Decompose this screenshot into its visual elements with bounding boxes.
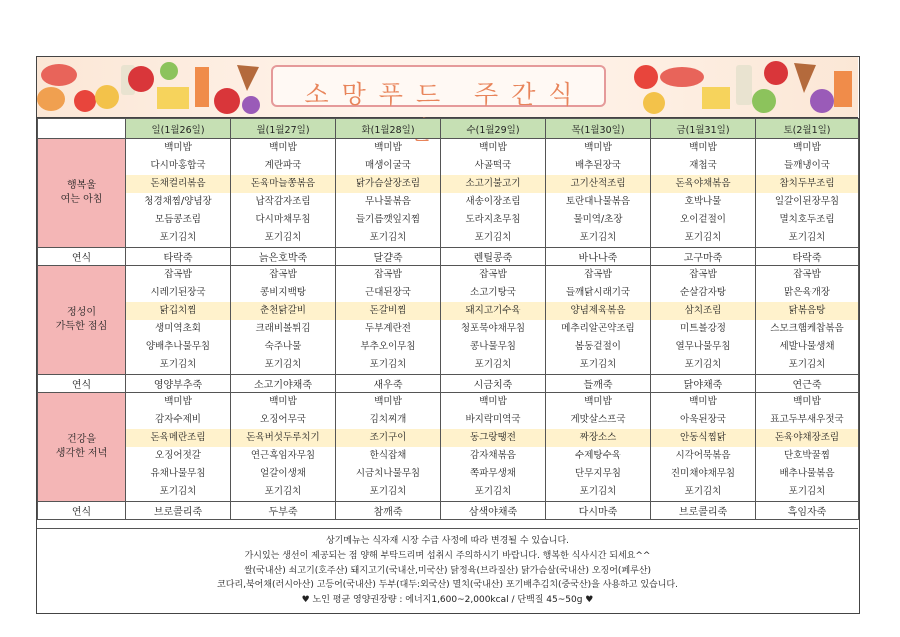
menu-cell	[546, 393, 651, 502]
meal-label-line: 정성이	[67, 307, 96, 318]
dish-item: 백미밥	[584, 396, 612, 407]
snack-cell: 렌틸콩죽	[441, 248, 546, 266]
snack-cell: 타락죽	[126, 248, 231, 266]
dish-item: 포기김치	[684, 486, 722, 497]
dish-item: 동그랑땡전	[441, 429, 545, 447]
lunch-row	[38, 266, 859, 375]
day-header: 화(1월28일)	[336, 119, 441, 139]
dish-item: 콩비지백탕	[260, 287, 306, 298]
snack-label: 연식	[38, 248, 126, 266]
note-line: 가시있는 생선이 제공되는 점 양해 부탁드리며 섭취시 주의하시기 바랍니다. 행복한 식사시간 되세요^^	[244, 550, 651, 561]
dinner-label	[38, 393, 126, 502]
notes-section	[37, 528, 858, 613]
snack-cell: 닭야채죽	[651, 375, 756, 393]
snack-row	[38, 375, 859, 393]
dish-item: 유채나물무침	[150, 468, 206, 479]
dish-item: 무나물볶음	[365, 196, 411, 207]
dish-item: 포기김치	[788, 359, 826, 370]
snack-cell: 참깨죽	[336, 502, 441, 520]
dish-item: 봄동겉절이	[575, 341, 621, 352]
dish-item: 들깨냉이국	[784, 160, 830, 171]
dish-item: 납작감자조림	[255, 196, 311, 207]
dish-item: 시각어묵볶음	[675, 450, 731, 461]
dish-item: 아욱된장국	[680, 414, 726, 425]
dish-item: 물미역/초장	[573, 214, 623, 225]
dish-item: 근대된장국	[365, 287, 411, 298]
dish-item: 백미밥	[479, 142, 507, 153]
snack-cell: 연근죽	[756, 375, 859, 393]
meal-label-line: 건강을	[67, 434, 96, 445]
dish-item: 열무나물무침	[675, 341, 731, 352]
dish-item: 포기김치	[264, 232, 302, 243]
dish-item: 포기김치	[369, 232, 407, 243]
meal-label-line: 생각한 저녁	[55, 448, 108, 459]
dish-item: 양념제육볶음	[546, 302, 650, 320]
dish-item: 다시마홍합국	[150, 160, 206, 171]
dish-item: 백미밥	[164, 142, 192, 153]
dish-item: 멸치호두조림	[779, 214, 835, 225]
snack-cell: 소고기야채죽	[231, 375, 336, 393]
dish-item: 백미밥	[793, 142, 821, 153]
corner-cell	[38, 119, 126, 139]
menu-cell	[756, 266, 859, 375]
menu-cell	[756, 393, 859, 502]
meal-label-line: 행복울	[67, 180, 96, 191]
dish-item: 단호박꿀찜	[784, 450, 830, 461]
dish-item: 재첩국	[689, 160, 717, 171]
dish-item: 백미밥	[689, 396, 717, 407]
dish-item: 연근흑임자무침	[250, 450, 316, 461]
dish-item: 배추나물볶음	[779, 468, 835, 479]
dish-item: 얼갈이생채	[260, 468, 306, 479]
dish-item: 다시마채무침	[255, 214, 311, 225]
snack-cell: 들깨죽	[546, 375, 651, 393]
snack-cell: 새우죽	[336, 375, 441, 393]
food-illustration-left	[37, 57, 269, 117]
snack-cell: 두부죽	[231, 502, 336, 520]
dish-item: 백미밥	[269, 396, 297, 407]
dish-item: 배추된장국	[575, 160, 621, 171]
dish-item: 크래비볼튀김	[255, 323, 311, 334]
dish-item: 단무지무침	[575, 468, 621, 479]
dish-item: 감자채볶음	[470, 450, 516, 461]
day-header: 월(1월27일)	[231, 119, 336, 139]
dish-item: 두부계란전	[365, 323, 411, 334]
dish-item: 닭깁치찜	[126, 302, 230, 320]
snack-cell: 고구마죽	[651, 248, 756, 266]
dish-item: 시금치나물무침	[355, 468, 421, 479]
menu-cell	[231, 393, 336, 502]
dinner-row	[38, 393, 859, 502]
dish-item: 고기산적조림	[546, 175, 650, 193]
day-header: 목(1월30일)	[546, 119, 651, 139]
snack-cell: 브로콜리죽	[651, 502, 756, 520]
dish-item: 돈육메란조림	[126, 429, 230, 447]
note-line: 코다리,북어채(러시아산) 고등어(국내산) 두부(대두:외국산) 멸치(국내산) 포기배추김치(중국산)을 사용하고 있습니다.	[217, 580, 678, 591]
lunch-label	[38, 266, 126, 375]
dish-item: 감자수제비	[155, 414, 201, 425]
snack-cell: 흑임자죽	[756, 502, 859, 520]
dish-item: 포기김치	[159, 359, 197, 370]
dish-item: 포기김치	[684, 232, 722, 243]
menu-sheet	[36, 56, 860, 614]
menu-cell	[126, 266, 231, 375]
dish-item: 삼치조림	[651, 302, 755, 320]
dish-item: 돈육야채장조림	[756, 429, 858, 447]
dish-item: 잡곡밥	[793, 269, 821, 280]
snack-cell: 브로콜리죽	[126, 502, 231, 520]
dish-item: 양배추나물무침	[145, 341, 211, 352]
dish-item: 토란대나물볶음	[565, 196, 631, 207]
dish-item: 청포묵야채무침	[460, 323, 526, 334]
dish-item: 백미밥	[164, 396, 192, 407]
title-banner	[37, 57, 858, 118]
menu-cell	[441, 139, 546, 248]
dish-item: 돈갈비찜	[336, 302, 440, 320]
snack-row	[38, 502, 859, 520]
dish-item: 돈육야채볶음	[651, 175, 755, 193]
dish-item: 백미밥	[269, 142, 297, 153]
dish-item: 닭가슴살장조림	[336, 175, 440, 193]
dish-item: 새송이장조림	[465, 196, 521, 207]
menu-cell	[336, 393, 441, 502]
dish-item: 콩나물무침	[470, 341, 516, 352]
dish-item: 소고기탕국	[470, 287, 516, 298]
dish-item: 바지락미역국	[465, 414, 521, 425]
dish-item: 포기김치	[369, 486, 407, 497]
menu-cell	[546, 139, 651, 248]
dish-item: 춘천닭갈비	[231, 302, 335, 320]
dish-item: 부추오이무침	[360, 341, 416, 352]
snack-row	[38, 248, 859, 266]
day-header: 일(1월26일)	[126, 119, 231, 139]
dish-item: 소고기불고기	[441, 175, 545, 193]
dish-item: 포기김치	[788, 232, 826, 243]
snack-cell: 늙은호박죽	[231, 248, 336, 266]
dish-item: 청경채찜/양념장	[144, 196, 212, 207]
menu-cell	[756, 139, 859, 248]
dish-item: 게맛살스프국	[570, 414, 626, 425]
dish-item: 조기구이	[336, 429, 440, 447]
dish-item: 매생이굴국	[365, 160, 411, 171]
dish-item: 오징어무국	[260, 414, 306, 425]
dish-item: 포기김치	[369, 359, 407, 370]
dish-item: 진미채야채무침	[670, 468, 736, 479]
dish-item: 숙주나물	[264, 341, 302, 352]
dish-item: 미트볼강정	[680, 323, 726, 334]
snack-cell: 타락죽	[756, 248, 859, 266]
dish-item: 포기김치	[788, 486, 826, 497]
dish-item: 한식잡채	[369, 450, 407, 461]
snack-cell: 삼색야채죽	[441, 502, 546, 520]
dish-item: 백미밥	[374, 142, 402, 153]
dish-item: 백미밥	[689, 142, 717, 153]
day-header: 금(1월31일)	[651, 119, 756, 139]
day-header-row	[38, 119, 859, 139]
dish-item: 닭볶음탕	[756, 302, 858, 320]
dish-item: 잡곡밥	[479, 269, 507, 280]
snack-cell: 다시마죽	[546, 502, 651, 520]
snack-cell: 시금치죽	[441, 375, 546, 393]
dish-item: 포기김치	[684, 359, 722, 370]
dish-item: 포기김치	[474, 359, 512, 370]
dish-item: 백미밥	[479, 396, 507, 407]
dish-item: 세발나물생채	[779, 341, 835, 352]
food-illustration-right	[626, 57, 858, 117]
dish-item: 돈채컬리볶음	[126, 175, 230, 193]
snack-cell: 영양부추죽	[126, 375, 231, 393]
menu-cell	[231, 139, 336, 248]
meal-label-line: 가득한 점심	[55, 321, 108, 332]
dish-item: 생미역초회	[155, 323, 201, 334]
dish-item: 포기김치	[159, 232, 197, 243]
breakfast-label	[38, 139, 126, 248]
page-title: 소망푸드 주간식	[304, 80, 586, 109]
title-box	[271, 65, 606, 107]
dish-item: 모듬콩조림	[155, 214, 201, 225]
breakfast-row	[38, 139, 859, 248]
dish-item: 김치찌개	[369, 414, 407, 425]
dish-item: 잡곡밥	[689, 269, 717, 280]
dish-item: 포기김치	[159, 486, 197, 497]
day-header: 토(2월1일)	[756, 119, 859, 139]
dish-item: 호박나물	[684, 196, 722, 207]
dish-item: 백미밥	[793, 396, 821, 407]
menu-cell	[651, 393, 756, 502]
dish-item: 도라지초무침	[465, 214, 521, 225]
nutrition-note: ♥ 노인 평균 영양권장량 : 에너지1,600~2,000kcal / 단백질 45~50g ♥	[301, 595, 594, 606]
dish-item: 잡곡밥	[164, 269, 192, 280]
dish-item: 안동식찜닭	[651, 429, 755, 447]
dish-item: 돈육마늘쫑볶음	[231, 175, 335, 193]
dish-item: 참치두부조림	[756, 175, 858, 193]
menu-cell	[651, 139, 756, 248]
dish-item: 포기김치	[264, 486, 302, 497]
dish-item: 포기김치	[474, 232, 512, 243]
snack-label: 연식	[38, 375, 126, 393]
note-line: 상기메뉴는 식자재 시장 수급 사정에 따라 변경될 수 있습니다.	[325, 536, 570, 546]
dish-item: 오징어젓갈	[155, 450, 201, 461]
dish-item: 스모크햄케찹볶음	[770, 323, 844, 334]
snack-cell: 달걀죽	[336, 248, 441, 266]
snack-cell: 바나나죽	[546, 248, 651, 266]
dish-item: 들기름깻잎지찜	[355, 214, 421, 225]
dish-item: 돈육버섯두루치기	[231, 429, 335, 447]
dish-item: 맑은육개장	[784, 287, 830, 298]
dish-item: 오이겉절이	[680, 214, 726, 225]
dish-item: 포기김치	[579, 359, 617, 370]
dish-item: 사골떡국	[474, 160, 512, 171]
dish-item: 잡곡밥	[374, 269, 402, 280]
dish-item: 돼지고기수육	[441, 302, 545, 320]
menu-cell	[546, 266, 651, 375]
dish-item: 포기김치	[579, 232, 617, 243]
snack-label: 연식	[38, 502, 126, 520]
dish-item: 포기김치	[579, 486, 617, 497]
day-header: 수(1월29일)	[441, 119, 546, 139]
menu-cell	[336, 139, 441, 248]
menu-cell	[441, 266, 546, 375]
dish-item: 계란파국	[264, 160, 302, 171]
menu-cell	[336, 266, 441, 375]
dish-item: 들깨닭시래기국	[565, 287, 631, 298]
dish-item: 표고두부새우젓국	[770, 414, 844, 425]
dish-item: 백미밥	[584, 142, 612, 153]
menu-cell	[126, 139, 231, 248]
dish-item: 시레기된장국	[150, 287, 206, 298]
dish-item: 잡곡밥	[584, 269, 612, 280]
dish-item: 포기김치	[264, 359, 302, 370]
menu-cell	[231, 266, 336, 375]
note-line: 쌀(국내산) 쇠고기(호주산) 돼지고기(국내산,미국산) 닭정육(브라질산) 닭가슴살(국내산) 오징어(페루산)	[243, 565, 652, 576]
dish-item: 순살감자탕	[680, 287, 726, 298]
dish-item: 백미밥	[374, 396, 402, 407]
dish-item: 잡곡밥	[269, 269, 297, 280]
dish-item: 포기김치	[474, 486, 512, 497]
dish-item: 쪽파무생채	[470, 468, 516, 479]
dish-item: 짜장소스	[546, 429, 650, 447]
weekly-menu-table	[37, 118, 859, 520]
menu-cell	[441, 393, 546, 502]
menu-cell	[651, 266, 756, 375]
dish-item: 수제탕수육	[575, 450, 621, 461]
dish-item: 일갈이된장무침	[774, 196, 840, 207]
menu-cell	[126, 393, 231, 502]
dish-item: 메추리알곤약조림	[561, 323, 635, 334]
meal-label-line: 여는 아침	[60, 194, 103, 205]
